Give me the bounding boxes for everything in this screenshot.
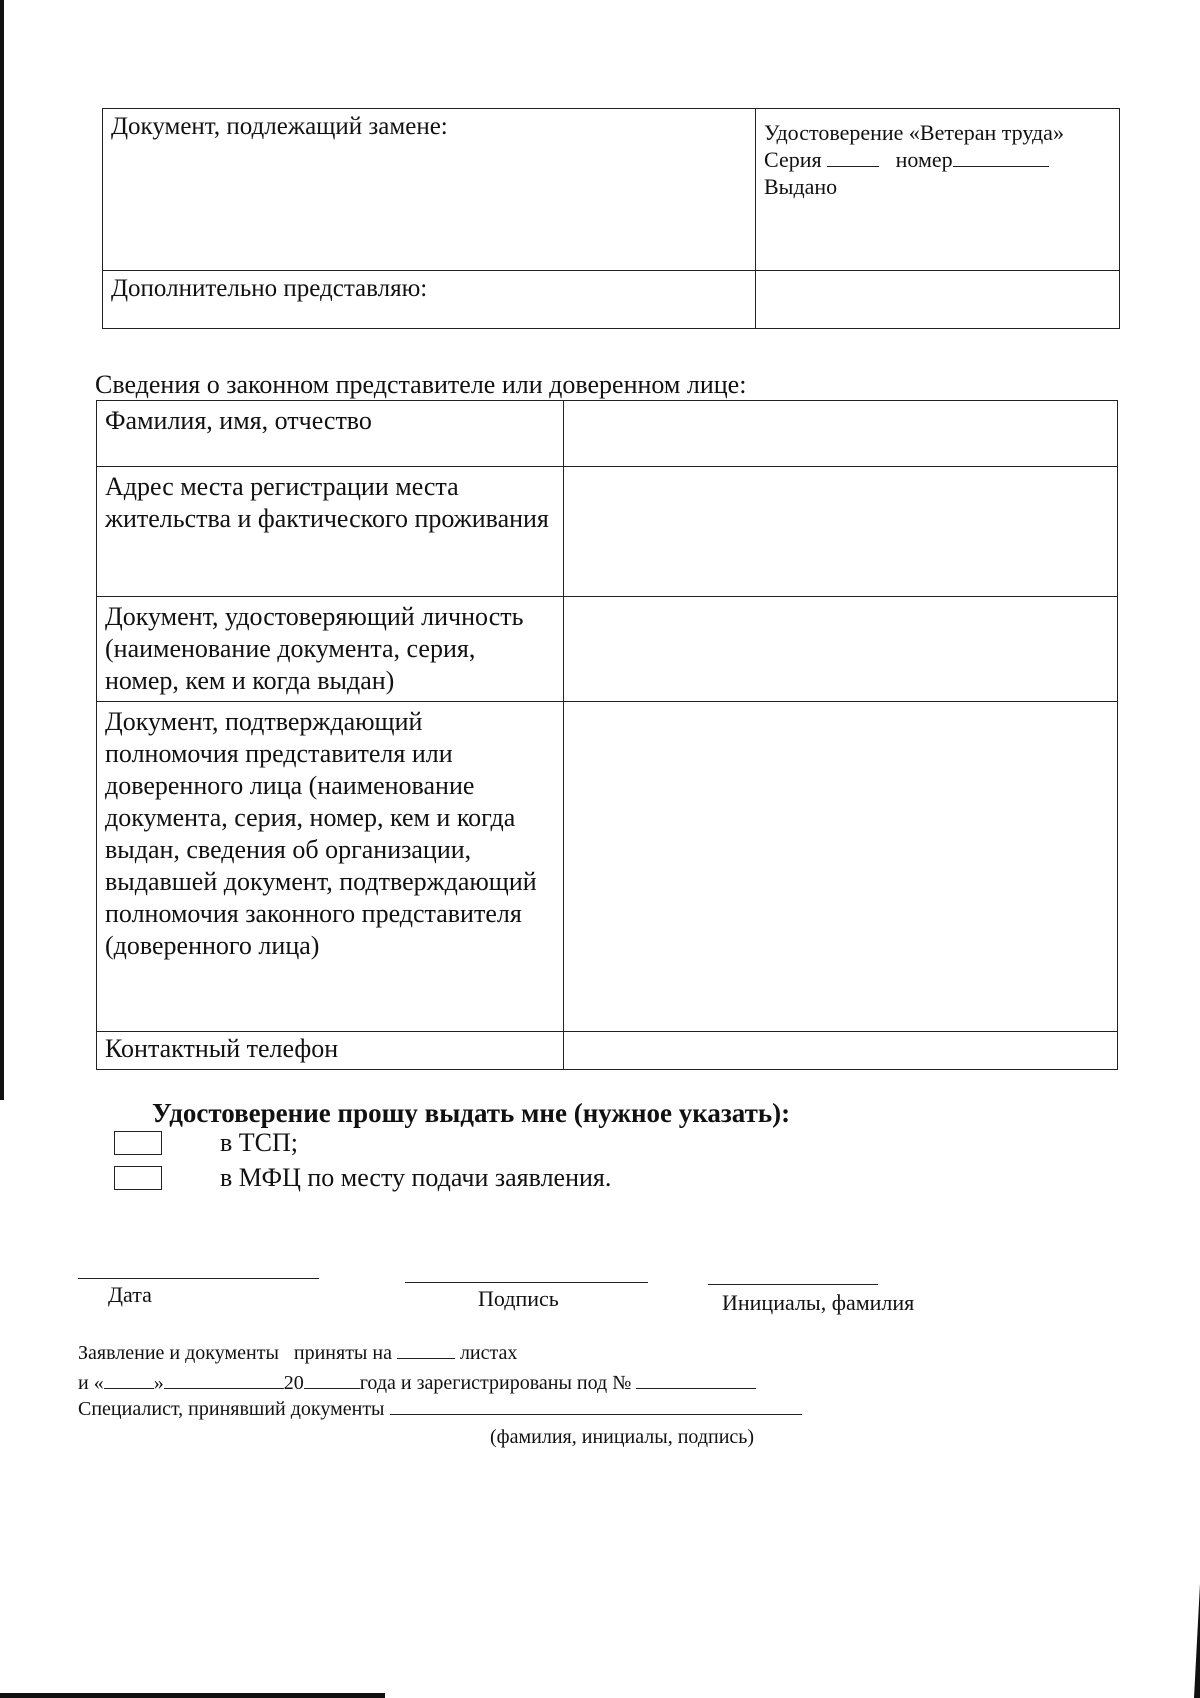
- representative-address-value[interactable]: [564, 467, 1118, 597]
- signature-label: Подпись: [478, 1286, 559, 1311]
- representative-phone-value[interactable]: [564, 1032, 1118, 1070]
- issued-label: Выдано: [764, 174, 838, 199]
- receipt-caption: (фамилия, инициалы, подпись): [490, 1426, 755, 1448]
- date-line[interactable]: [78, 1278, 319, 1279]
- checkbox-tsp[interactable]: [114, 1131, 162, 1155]
- representative-full-name-value[interactable]: [564, 401, 1118, 467]
- scan-edge-left: [0, 0, 4, 1100]
- name-label: Инициалы, фамилия: [722, 1290, 915, 1315]
- number-label: номер: [895, 147, 953, 172]
- additional-documents-value[interactable]: [756, 271, 1120, 329]
- receipt-line-2: и « » 20 года и зарегистрированы под №: [78, 1370, 756, 1395]
- issue-option-tsp[interactable]: [114, 1128, 298, 1158]
- option-label: в МФЦ по месту подачи заявления.: [220, 1163, 612, 1192]
- series-label: Серия: [764, 147, 822, 172]
- certificate-details-cell[interactable]: [756, 109, 1120, 271]
- representative-id-document-value[interactable]: [564, 597, 1118, 702]
- receipt-line-1: Заявление и документы приняты на листах: [78, 1342, 518, 1364]
- representative-heading: Сведения о законном представителе или доверенном лице:: [95, 370, 747, 399]
- issue-request-heading: Удостоверение прошу выдать мне (нужное указать):: [152, 1098, 791, 1128]
- issue-option-mfc[interactable]: [114, 1163, 611, 1193]
- additional-documents-label: Дополнительно представляю:: [103, 271, 756, 329]
- signature-line[interactable]: [405, 1282, 648, 1283]
- representative-authority-document-value[interactable]: [564, 702, 1118, 1032]
- receipt-line-3: Специалист, принявший документы: [78, 1396, 802, 1421]
- checkbox-mfc[interactable]: [114, 1166, 162, 1190]
- scan-edge-bottom: [0, 1693, 385, 1698]
- replacement-table: [102, 108, 1120, 329]
- scan-edge-right: [1194, 1290, 1200, 1698]
- name-line[interactable]: [708, 1284, 878, 1285]
- option-label: в ТСП;: [220, 1128, 298, 1157]
- representative-row-label: Документ, подтверждающий полномочия представителя или доверенного лица (наименование документа, серия, номер, кем и когда выдан, сведения об организации, выдавшей документ, подтверждающий полномочия законного представителя (доверенного лица): [97, 702, 564, 1032]
- certificate-title: Удостоверение «Ветеран труда»: [764, 120, 1064, 145]
- document-to-replace-label: Документ, подлежащий замене:: [103, 109, 756, 271]
- representative-row-label: Контактный телефон: [97, 1032, 564, 1070]
- date-label: Дата: [108, 1282, 152, 1307]
- representative-row-label: Фамилия, имя, отчество: [97, 401, 564, 467]
- representative-table: [96, 400, 1118, 1070]
- representative-row-label: Адрес места регистрации места жительства и фактического проживания: [97, 467, 564, 597]
- representative-row-label: Документ, удостоверяющий личность (наименование документа, серия, номер, кем и когда выдан): [97, 597, 564, 702]
- series-number-line: [764, 146, 1111, 173]
